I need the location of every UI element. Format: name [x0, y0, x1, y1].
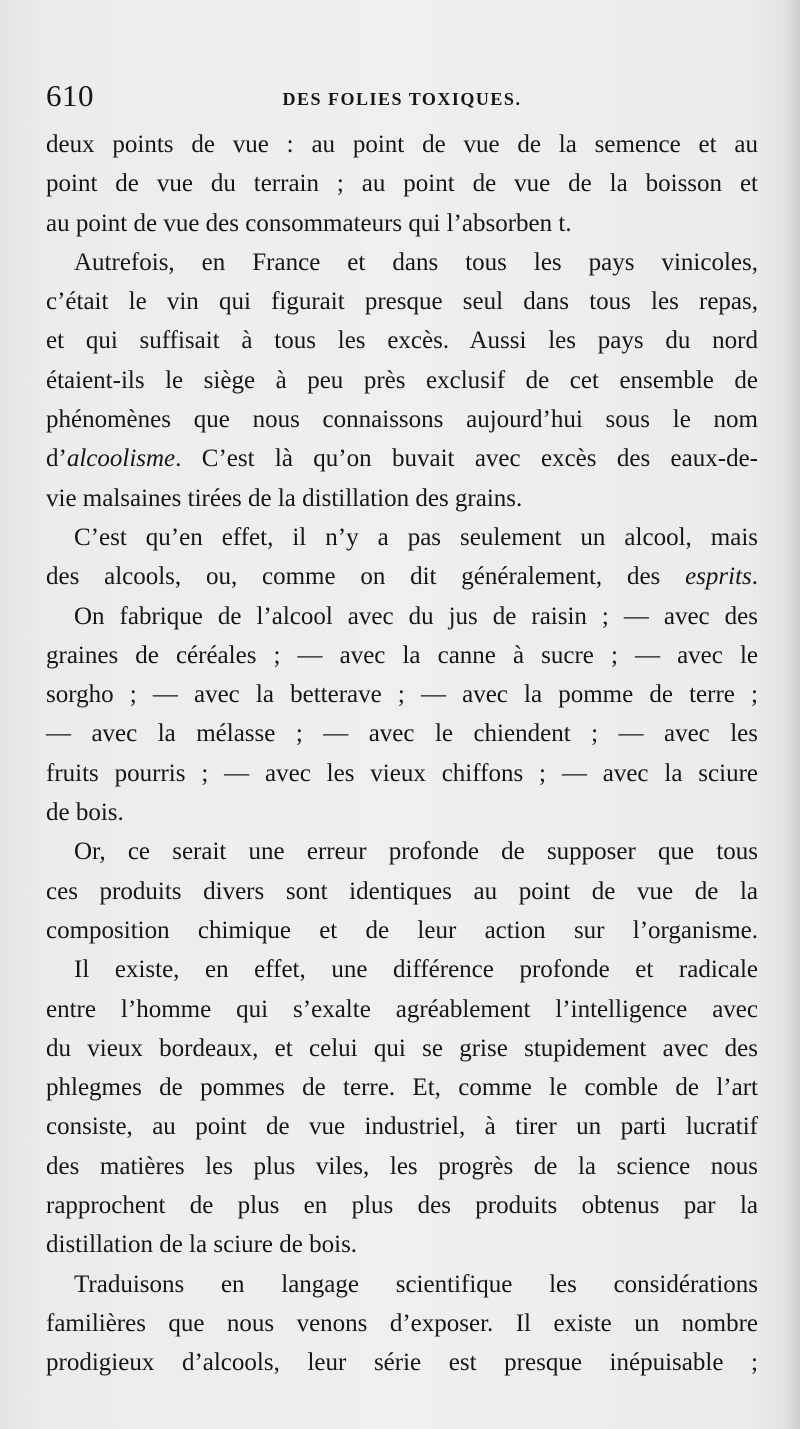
text-line	[46, 439, 758, 478]
text-line: C’est qu’en effet, il n’y a pas seulement un alcool, mais	[74, 523, 758, 551]
paragraph	[46, 1265, 758, 1383]
text-line: graines de céréales ; — avec la canne à sucre ; — avec le	[46, 641, 758, 669]
text-line: consiste, au point de vue industriel, à tirer un parti lucratif	[46, 1113, 758, 1141]
text-line: des matières les plus viles, les progrès de la science nous	[46, 1152, 758, 1180]
text-line: composition chimique et de leur action sur l’organisme.	[46, 916, 758, 944]
page-number: 610	[46, 78, 94, 113]
paragraph	[46, 950, 758, 1264]
text-line: de bois.	[46, 799, 124, 827]
text-segment: . C’est là qu’on buvait avec excès des eaux-de-	[175, 445, 758, 473]
text-line: point de vue du terrain ; au point de vue de la boisson et	[46, 170, 758, 198]
text-line: vie malsaines tirées de la distillation des grains.	[46, 484, 523, 512]
body-text	[46, 125, 758, 1383]
running-title: DES FOLIES TOXIQUES.	[282, 89, 522, 109]
paragraph	[46, 518, 758, 597]
text-line: ces produits divers sont identiques au point de vue de la	[46, 877, 758, 905]
text-line: distillation de la sciure de bois.	[46, 1231, 358, 1259]
paragraph	[46, 832, 758, 950]
text-line: du vieux bordeaux, et celui qui se grise stupidement avec des	[46, 1034, 758, 1062]
text-line: Traduisons en langage scientifique les considérations	[74, 1270, 758, 1298]
text-segment: .	[751, 563, 758, 591]
text-line: phlegmes de pommes de terre. Et, comme le comble de l’art	[46, 1074, 758, 1102]
text-line	[46, 557, 758, 596]
text-line: sorgho ; — avec la betterave ; — avec la pomme de terre ;	[46, 681, 758, 709]
paragraph	[46, 243, 758, 518]
text-line: fruits pourris ; — avec les vieux chiffons ; — avec la sciure	[46, 759, 758, 787]
text-line: phénomènes que nous connaissons aujourd’hui sous le nom	[46, 406, 758, 434]
text-segment: d’	[46, 445, 67, 473]
page-edge-shadow	[786, 0, 800, 1429]
paragraph	[46, 125, 758, 243]
text-line: entre l’homme qui s’exalte agréablement l’intelligence avec	[46, 995, 758, 1023]
text-line: — avec la mélasse ; — avec le chiendent ; — avec les	[46, 720, 758, 748]
italic-term: esprits	[685, 563, 752, 591]
text-line: On fabrique de l’alcool avec du jus de raisin ; — avec des	[74, 602, 758, 630]
text-line: c’était le vin qui figurait presque seul dans tous les repas,	[46, 288, 758, 316]
italic-term: alcoolisme	[66, 445, 176, 473]
text-line: prodigieux d’alcools, leur série est presque inépuisable ;	[46, 1349, 758, 1377]
paragraph	[46, 597, 758, 833]
text-line: Or, ce serait une erreur profonde de supposer que tous	[74, 838, 758, 866]
page-header	[46, 74, 758, 118]
text-line: Autrefois, en France et dans tous les pays vinicoles,	[74, 248, 758, 276]
text-line: étaient-ils le siège à peu près exclusif de cet ensemble de	[46, 366, 758, 394]
text-line: au point de vue des consommateurs qui l’absorben t.	[46, 209, 572, 237]
text-line: familières que nous venons d’exposer. Il existe un nombre	[46, 1309, 758, 1337]
text-line: rapprochent de plus en plus des produits obtenus par la	[46, 1192, 758, 1220]
text-segment: des alcools, ou, comme on dit généralement, des	[46, 563, 686, 591]
text-line: deux points de vue : au point de vue de la semence et au	[46, 131, 758, 158]
text-line: Il existe, en effet, une différence profonde et radicale	[74, 956, 758, 984]
text-line: et qui suffisait à tous les excès. Aussi les pays du nord	[46, 327, 758, 355]
